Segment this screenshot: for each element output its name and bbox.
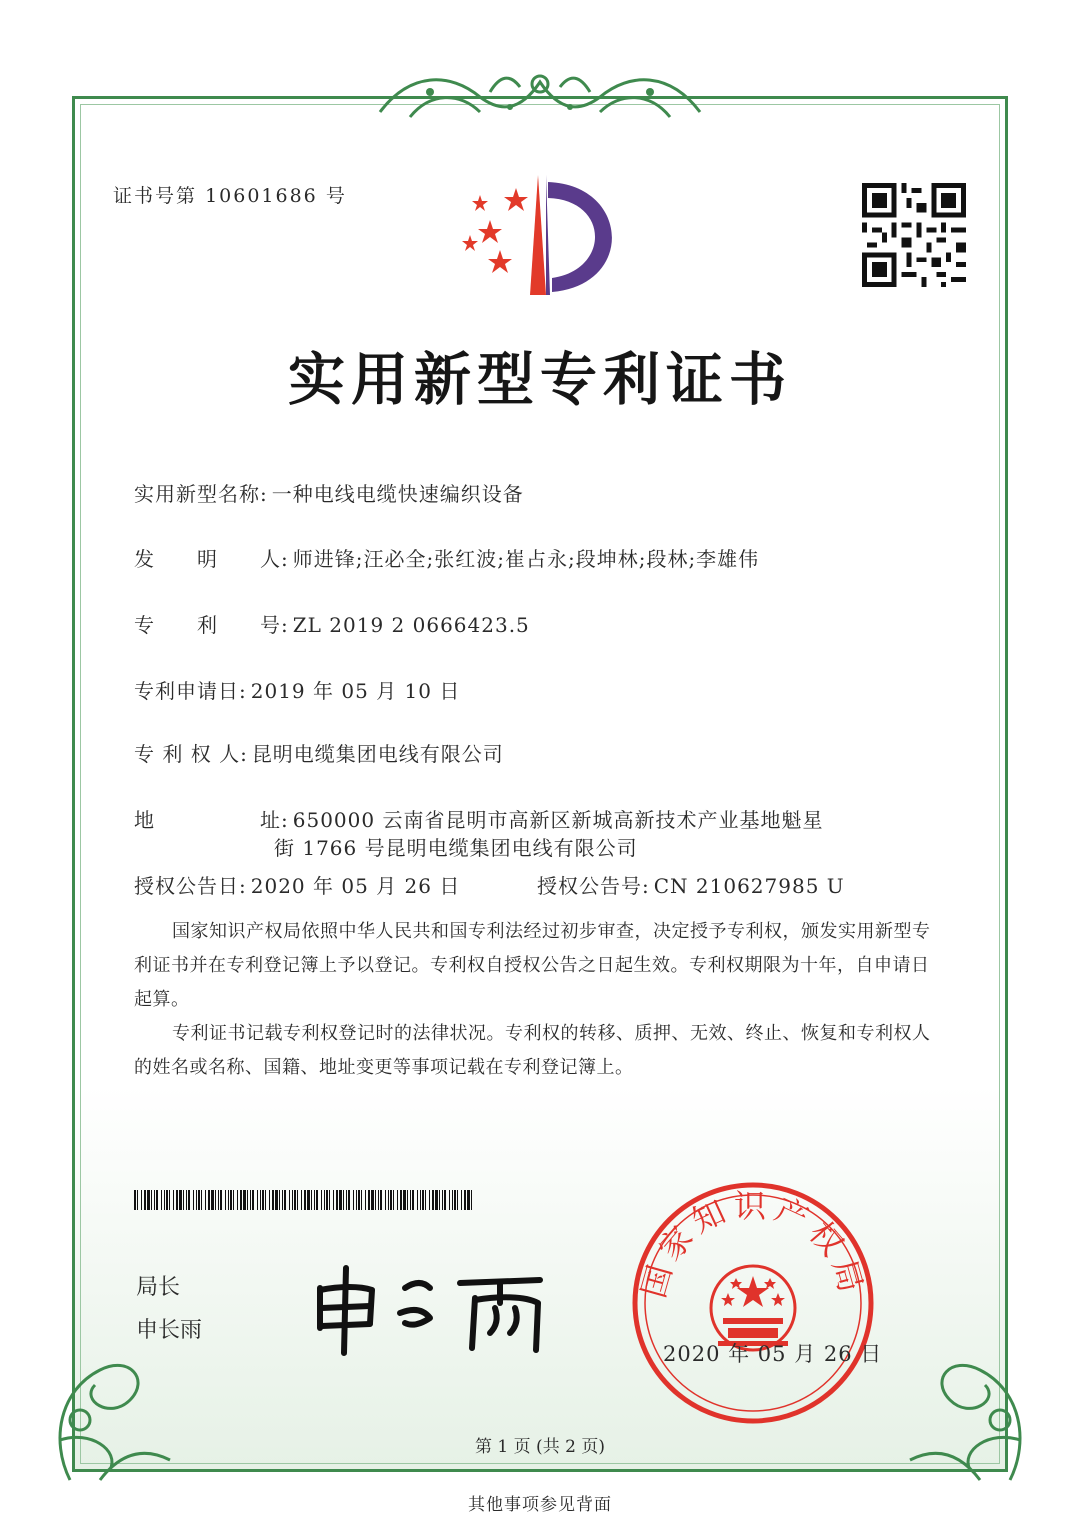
official-seal [628, 1178, 878, 1428]
page-number: 第 1 页 (共 2 页) [475, 1437, 605, 1457]
back-side-note: 其他事项参见背面 [468, 1495, 612, 1515]
patent-number-label: 专 利 号: [134, 613, 289, 637]
bottom-left-ornament [40, 1330, 180, 1490]
application-date-value: 2019 年 05 月 10 日 [250, 679, 461, 703]
top-ornament [370, 62, 710, 132]
legal-paragraph-1: 国家知识产权局依照中华人民共和国专利法经过初步审查，决定授予专利权，颁发实用新型专利证书并在专利登记簿上予以登记。专利权自授权公告之日起生效。专利权期限为十年，自申请日起算。 [134, 921, 931, 1010]
director-name: 申长雨 [136, 1318, 203, 1343]
patentee-row [134, 738, 504, 767]
certificate-number [113, 181, 347, 208]
certificate-number-label: 证书号第 [113, 185, 198, 207]
seal-date: 2020 年 05 月 26 日 [663, 1342, 883, 1366]
barcode [134, 1190, 472, 1210]
seal-text: 国家知识产权局 [634, 1187, 872, 1302]
legal-paragraph-2: 专利证书记载专利权登记时的法律状况。专利权的转移、质押、无效、终止、恢复和专利权人的姓名或名称、国籍、地址变更等事项记载在专利登记簿上。 [134, 1023, 931, 1078]
utility-name-value: 一种电线电缆快速编织设备 [271, 482, 524, 506]
inventor-label: 发 明 人: [134, 547, 289, 571]
patent-office-logo [460, 170, 630, 305]
certificate-number-value: 10601686 [205, 185, 318, 207]
inventor-value: 师进锋;汪必全;张红波;崔占永;段坤林;段林;李雄伟 [292, 547, 760, 571]
inventor-row [134, 543, 759, 572]
utility-name-row [134, 478, 524, 507]
grant-number-value: CN 210627985 U [653, 874, 845, 898]
patentee-label: 专 利 权 人: [134, 742, 248, 766]
qr-code [862, 183, 966, 287]
certificate-title: 实用新型专利证书 [288, 346, 792, 413]
director-title: 局长 [136, 1275, 181, 1300]
grant-date-value: 2020 年 05 月 26 日 [250, 874, 461, 898]
grant-date-row [134, 870, 460, 899]
address-line-1: 650000 云南省昆明市高新区新城高新技术产业基地魁星 [292, 808, 824, 832]
application-date-label: 专利申请日: [134, 679, 247, 703]
handwritten-signature [300, 1258, 550, 1358]
grant-date-label: 授权公告日: [134, 874, 247, 898]
patent-number-value: ZL 2019 2 0666423.5 [292, 613, 530, 637]
address-label: 地 址: [134, 808, 289, 832]
application-date-row [134, 675, 460, 704]
patent-number-row [134, 609, 530, 638]
patentee-value: 昆明电缆集团电线有限公司 [251, 742, 504, 766]
grant-number-label: 授权公告号: [537, 874, 650, 898]
address-line-2: 街 1766 号昆明电缆集团电线有限公司 [274, 836, 638, 860]
bottom-right-ornament [900, 1330, 1040, 1490]
certificate-number-suffix: 号 [325, 185, 347, 207]
utility-name-label: 实用新型名称: [134, 482, 268, 506]
address-row [134, 804, 823, 833]
grant-number-row [537, 870, 845, 899]
